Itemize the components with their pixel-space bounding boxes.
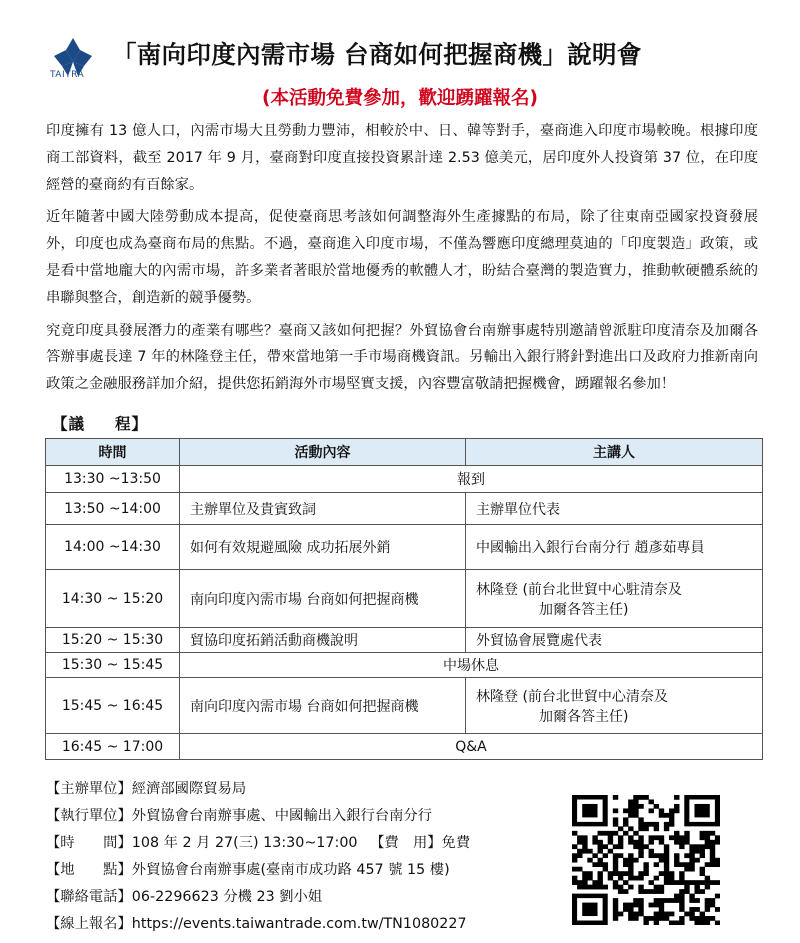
row-time: 13:50 ~14:00 — [46, 493, 180, 525]
table-row — [46, 570, 763, 628]
speaker-line-2: 加爾各答主任) — [539, 601, 629, 618]
info-executor — [46, 803, 470, 830]
agenda-header-row — [46, 439, 763, 466]
row-content: 如何有效規避風險 成功拓展外銷 — [180, 525, 466, 570]
logo-text: TAITRA — [50, 70, 85, 80]
header — [0, 0, 800, 110]
row-time: 15:45 ~ 16:45 — [46, 678, 180, 734]
header-time: 時間 — [46, 439, 180, 466]
row-speaker: 外貿協會展覽處代表 — [466, 628, 763, 653]
info-fee-label: 【費 用】 — [370, 835, 442, 851]
row-merged: 報到 — [180, 466, 763, 493]
page-title: 「南向印度內需市場 台商如何把握商機」說明會 — [112, 40, 642, 69]
agenda-heading-left: 【議 — [52, 415, 86, 433]
row-speaker: 中國輸出入銀行台南分行 趙彥茹專員 — [466, 525, 763, 570]
page-subtitle: (本活動免費參加，歡迎踴躍報名) — [262, 88, 538, 109]
table-row — [46, 466, 763, 493]
qr-code-icon — [572, 795, 720, 925]
header-content: 活動內容 — [180, 439, 466, 466]
header-speaker: 主講人 — [466, 439, 763, 466]
table-row — [46, 493, 763, 525]
info-phone-label: 【聯絡電話】 — [46, 889, 132, 905]
info-organizer — [46, 776, 470, 803]
table-row — [46, 628, 763, 653]
row-speaker — [466, 678, 763, 734]
row-content: 主辦單位及貴賓致詞 — [180, 493, 466, 525]
info-place — [46, 857, 470, 884]
row-merged: 中場休息 — [180, 653, 763, 678]
info-time-value: 108 年 2 月 27(三) 13:30~17:00 — [131, 835, 358, 851]
row-time: 13:30 ~13:50 — [46, 466, 180, 493]
info-place-label: 【地 點】 — [46, 862, 132, 878]
row-content: 南向印度內需市場 台商如何把握商機 — [180, 570, 466, 628]
row-merged: Q&A — [180, 734, 763, 760]
info-phone-value: 06-2296623 分機 23 劉小姐 — [131, 889, 323, 905]
row-time: 15:20 ~ 15:30 — [46, 628, 180, 653]
row-speaker: 主辦單位代表 — [466, 493, 763, 525]
info-online — [46, 911, 470, 938]
row-time: 14:00 ~14:30 — [46, 525, 180, 570]
info-online-link[interactable]: https://events.taiwantrade.com.tw/TN1080227 — [131, 916, 467, 932]
speaker-line-2: 加爾各答主任) — [539, 708, 629, 725]
speaker-line-1: 林隆登 (前台北世貿中心清奈及 — [476, 688, 668, 705]
info-organizer-label: 【主辦單位】 — [46, 781, 132, 797]
info-time — [46, 830, 470, 857]
info-time-label: 【時 間】 — [46, 835, 132, 851]
table-row — [46, 653, 763, 678]
row-time: 14:30 ~ 15:20 — [46, 570, 180, 628]
info-online-label: 【線上報名】 — [46, 916, 132, 932]
agenda-heading — [52, 412, 148, 434]
row-time: 16:45 ~ 17:00 — [46, 734, 180, 760]
info-fee-value: 免費 — [441, 835, 471, 851]
agenda-table — [45, 438, 763, 760]
row-time: 15:30 ~ 15:45 — [46, 653, 180, 678]
row-content: 南向印度內需市場 台商如何把握商機 — [180, 678, 466, 734]
info-phone — [46, 884, 470, 911]
info-executor-value: 外貿協會台南辦事處、中國輸出入銀行台南分行 — [131, 808, 433, 824]
intro-paragraph-3: 究竟印度具發展潛力的產業有哪些？臺商又該如何把握？外貿協會台南辦事處特別邀請曾派駐印度清奈及加爾各答辦事處長達 7 年的林隆登主任，帶來當地第一手市場商機資訊。另輸出入銀行將針對進出口及政府力推新南向政策之金融服務詳加介紹，提供您拓銷海外市場堅實支援，內容豐富敬請把握機會，踴躍報名參加！ — [46, 322, 758, 393]
agenda-heading-right: 程】 — [115, 415, 149, 433]
event-info — [46, 776, 470, 938]
info-organizer-value: 經濟部國際貿易局 — [131, 781, 247, 797]
table-row — [46, 525, 763, 570]
info-executor-label: 【執行單位】 — [46, 808, 132, 824]
row-speaker — [466, 570, 763, 628]
table-row — [46, 734, 763, 760]
intro-paragraph-1: 印度擁有 13 億人口，內需市場大且勞動力豐沛，相較於中、日、韓等對手，臺商進入印度市場較晚。根據印度商工部資料，截至 2017 年 9 月，臺商對印度直接投資累計達 2.53 億美元，居印度外人投資第 37 位，在印度經營的臺商約有百餘家。 — [46, 123, 758, 193]
info-place-value: 外貿協會台南辦事處(臺南市成功路 457 號 15 樓) — [131, 862, 450, 878]
row-content: 貿協印度拓銷活動商機說明 — [180, 628, 466, 653]
speaker-line-1: 林隆登 (前台北世貿中心駐清奈及 — [476, 581, 682, 598]
table-row — [46, 678, 763, 734]
intro-paragraph-2: 近年隨著中國大陸勞動成本提高，促使臺商思考該如何調整海外生產據點的布局，除了往東南亞國家投資發展外，印度也成為臺商布局的焦點。不過，臺商進入印度市場，不僅為響應印度總理莫迪的「印度製造」政策，或是看中當地龐大的內需市場，許多業者著眼於當地優秀的軟體人才，盼結合臺灣的製造實力，推動軟硬體系統的串聯與整合，創造新的競爭優勢。 — [46, 209, 758, 306]
intro-text — [46, 118, 758, 404]
